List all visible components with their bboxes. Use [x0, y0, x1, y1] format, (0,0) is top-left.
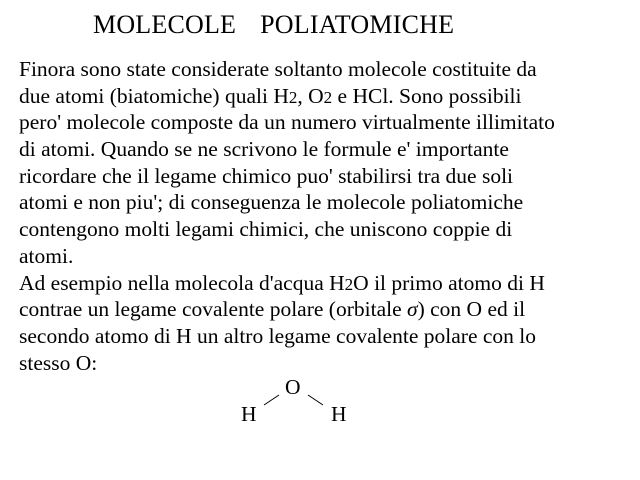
page-title: [93, 9, 454, 41]
paragraph2-line1: [19, 270, 629, 297]
paragraph2-line3: secondo atomo di H un altro legame covalente polare con lo: [19, 323, 537, 348]
hydrogen-atom-right: H: [331, 402, 347, 426]
subscript-2: 2: [344, 274, 354, 294]
paragraph1-line3: pero' molecole composte da un numero virtualmente illimitato: [19, 110, 555, 135]
paragraph1-line6: atomi e non piu'; di conseguenza le molecole poliatomiche: [19, 190, 524, 215]
paragraph1-line5: ricordare che il legame chimico puo' stabilirsi tra due soli: [19, 163, 514, 188]
subscript-2: 2: [288, 87, 298, 107]
paragraph1-line1: Finora sono state considerate soltanto molecole costituite da: [19, 57, 537, 81]
paragraph1-line2: [19, 83, 629, 110]
text-segment: Ad esempio nella molecola d'acqua H: [19, 270, 345, 295]
text-segment: e HCl. Sono possibili: [332, 83, 522, 108]
paragraph1-line4: di atomi. Quando se ne scrivono le formule e' importante: [19, 137, 509, 162]
title-part-molecole: MOLECOLE: [93, 10, 237, 39]
body-text: [19, 56, 629, 376]
paragraph1-line7: contengono molti legami chimici, che uniscono coppie di: [19, 217, 513, 242]
text-segment: , O: [297, 83, 324, 108]
paragraph1-line8: atomi.: [19, 243, 74, 268]
paragraph2-line4: stesso O:: [19, 350, 98, 375]
text-segment: contrae un legame covalente polare (orbitale: [19, 297, 407, 322]
text-segment: ) con O ed il: [417, 297, 526, 322]
oxygen-atom: O: [285, 375, 301, 399]
hydrogen-atom-left: H: [241, 402, 257, 426]
bond-left: [264, 395, 279, 405]
sigma-symbol: σ: [407, 297, 418, 322]
paragraph2-line2: [19, 296, 629, 323]
title-part-poliatomiche: POLIATOMICHE: [260, 10, 455, 39]
bond-right: [308, 395, 323, 405]
text-segment: O il primo atomo di H: [353, 270, 545, 295]
subscript-2: 2: [323, 87, 333, 107]
text-segment: due atomi (biatomiche) quali H: [19, 83, 289, 108]
